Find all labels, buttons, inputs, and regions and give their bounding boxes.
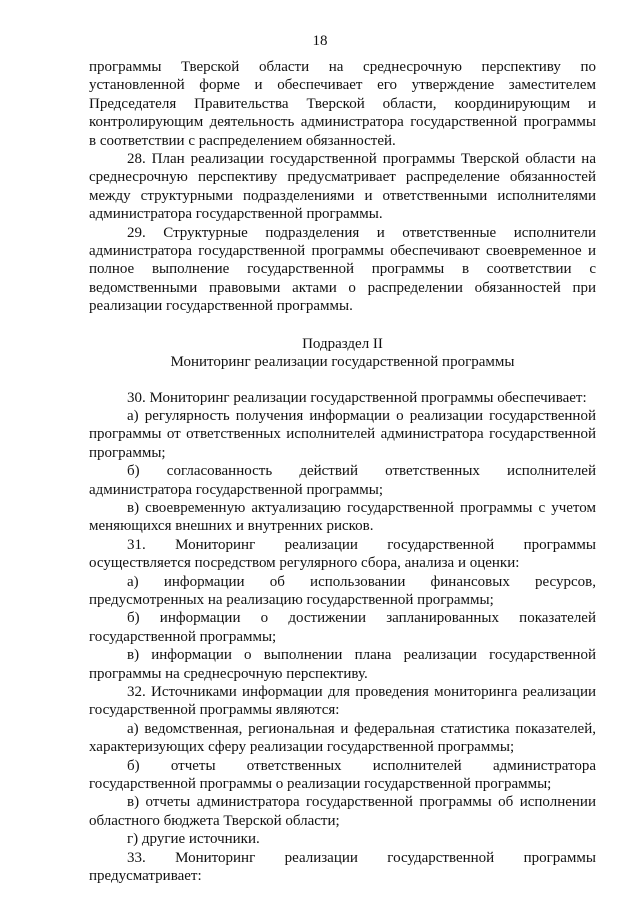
paragraph-30: 30. Мониторинг реализации государственной программы обеспечивает: (127, 389, 587, 406)
paragraph-33: 33. Мониторинг реализации государственной программы предусматривает: (89, 849, 596, 885)
paragraph-30a: а) регулярность получения информации о реализации государственной программы от ответственных исполнителей администратора государственной программы; (89, 407, 596, 461)
document-body (89, 58, 596, 885)
paragraph-30b: б) согласованность действий ответственных исполнителей администратора государственной программы; (89, 463, 596, 498)
paragraph-32d: г) другие источники. (127, 831, 260, 848)
paragraph-continuation: программы Тверской области на среднесрочную перспективу по установленной форме и обеспечивает его утверждение заместителем Председателя Правительства Тверской области, координирующим и контролирующим деятельность администратора государственной программы в соответствии с распределением обязанностей. (89, 59, 596, 149)
paragraph-31b: б) информации о достижении запланированных показателей государственной программы; (89, 610, 596, 645)
paragraph-32: 32. Источниками информации для проведения мониторинга реализации государственной программы являются: (89, 684, 596, 719)
page-number: 18 (312, 33, 328, 49)
paragraph-30c: в) своевременную актуализацию государственной программы с учетом меняющихся внешних и внутренних рисков. (89, 499, 596, 535)
paragraph-32c: в) отчеты администратора государственной программы об исполнении областного бюджета Тверской области; (89, 794, 596, 829)
paragraph-32b: б) отчеты ответственных исполнителей администратора государственной программы о реализации государственной программы; (89, 757, 596, 793)
paragraph-31c: в) информации о выполнении плана реализации государственной программы на среднесрочную перспективу. (89, 647, 596, 682)
paragraph-31: 31. Мониторинг реализации государственной программы осуществляется посредством регулярного сбора, анализа и оценки: (89, 536, 596, 572)
paragraph-32a: а) ведомственная, региональная и федеральная статистика показателей, характеризующих сферу реализации государственной программы; (89, 720, 596, 756)
subsection-label: Подраздел II (302, 335, 383, 352)
subsection-title: Мониторинг реализации государственной программы (170, 354, 515, 371)
paragraph-31a: а) информации об использовании финансовых ресурсов, предусмотренных на реализацию государственной программы; (89, 573, 596, 608)
paragraph-28: 28. План реализации государственной программы Тверской области на среднесрочную перспективу предусматривает распределение обязанностей между структурными подразделениями и ответственными исполнителями администратора государственной программы. (89, 151, 596, 223)
paragraph-29: 29. Структурные подразделения и ответственные исполнители администратора государственной программы обеспечивают своевременное и полное выполнение государственной программы в соответствии с ведомственными правовыми актами о распределении обязанностей при реализации государственной программы. (89, 224, 596, 315)
